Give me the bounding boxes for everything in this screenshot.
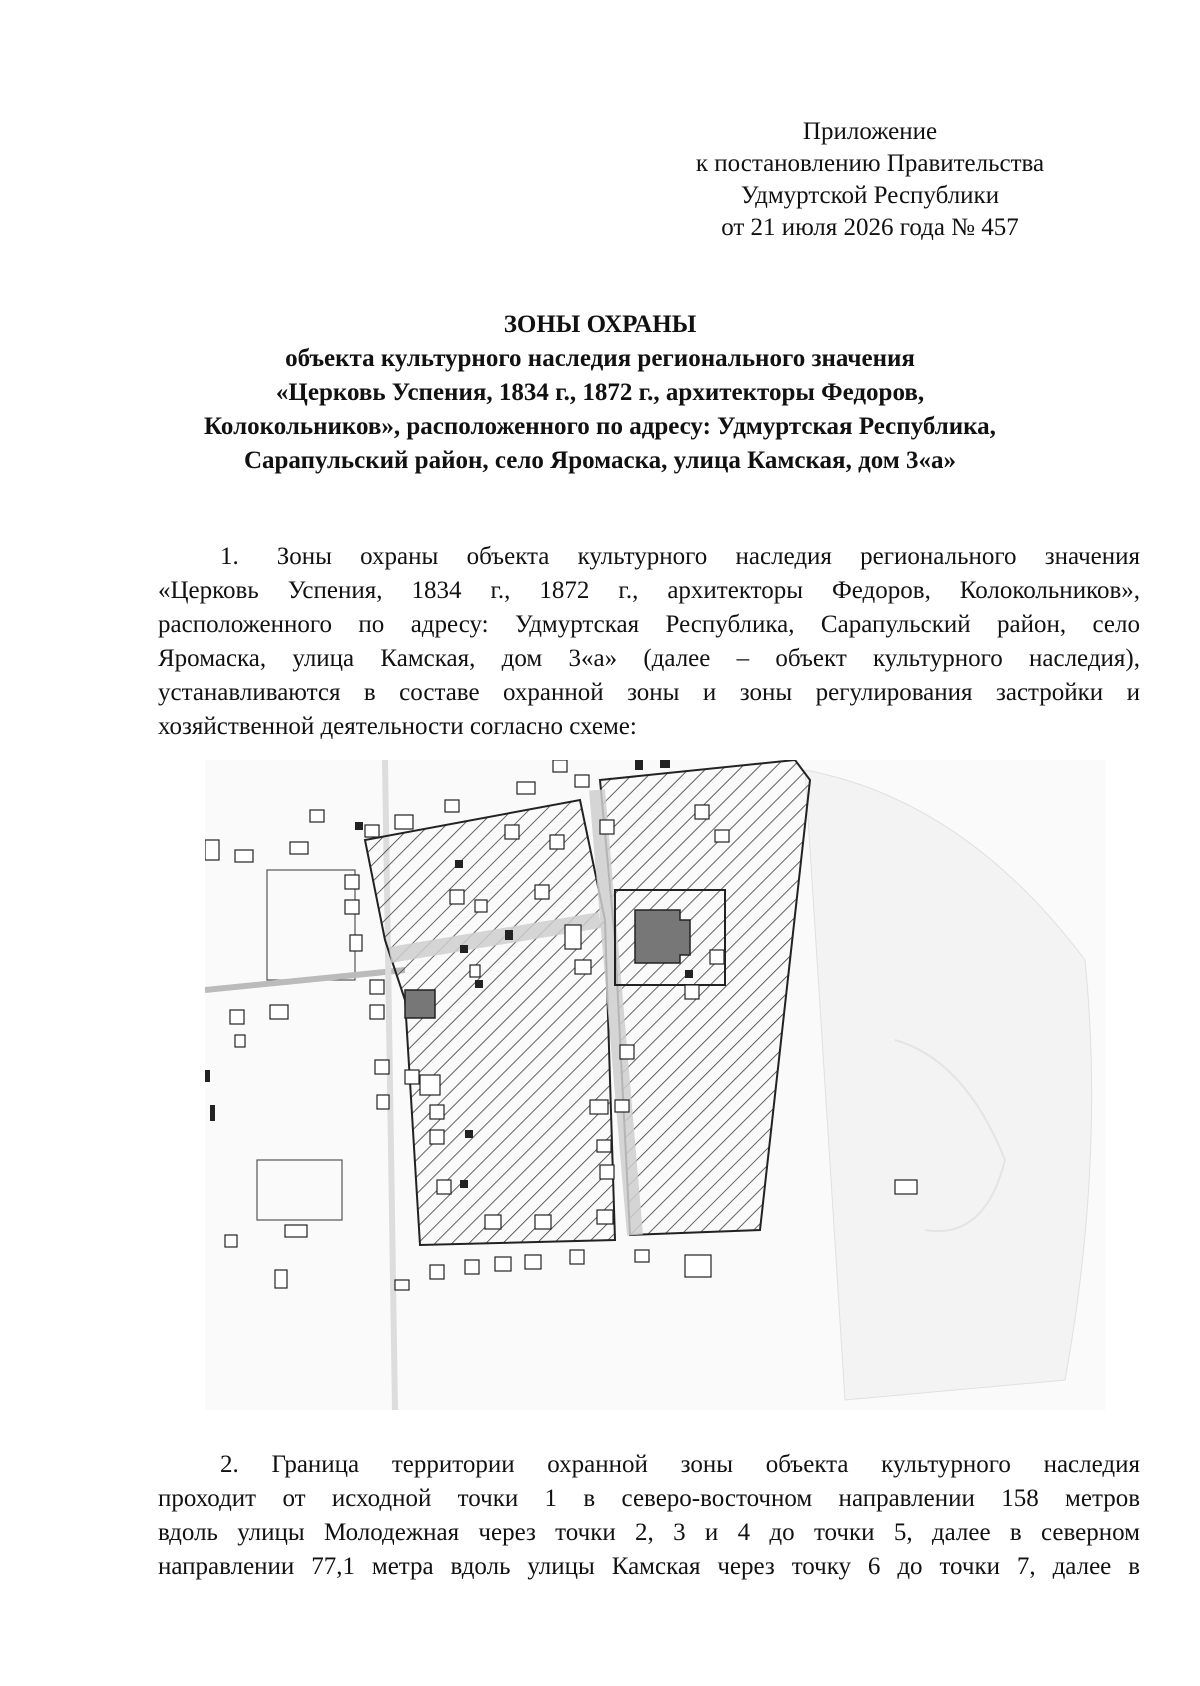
paragraph-number: 1. <box>220 543 239 570</box>
paragraph-line: устанавливаются в составе охранной зоны и зоны регулирования застройки и <box>158 679 1140 706</box>
paragraph-line: 2. Граница территории охранной зоны объекта культурного наследия <box>220 1451 1140 1478</box>
title-line: ЗОНЫ ОХРАНЫ <box>503 311 697 338</box>
paragraph-2 <box>158 1448 1140 1584</box>
paragraph-line: Яромаска, улица Камская, дом 3«а» (далее – объект культурного наследия), <box>158 645 1140 672</box>
paragraph-line: расположенного по адресу: Удмуртская Республика, Сарапульский район, село <box>158 611 1140 638</box>
title-line: объекта культурного наследия регионального значения <box>285 345 915 372</box>
paragraph-1 <box>158 540 1140 744</box>
appendix-line: Приложение <box>802 118 938 145</box>
title-line: Колокольников», расположенного по адресу: Удмуртская Республика, <box>204 413 996 440</box>
title-line: Сарапульский район, село Яромаска, улица Камская, дом 3«а» <box>243 447 957 474</box>
paragraph-line: хозяйственной деятельности согласно схеме: <box>158 713 637 740</box>
appendix-header <box>620 116 1120 244</box>
paragraph-line: вдоль улицы Молодежная через точки 2, 3 и 4 до точки 5, далее в северном <box>158 1519 1140 1546</box>
monument-site <box>405 990 435 1018</box>
title-line: «Церковь Успения, 1834 г., 1872 г., архитекторы Федоров, <box>275 379 925 406</box>
paragraph-line: 1. Зоны охраны объекта культурного наследия регионального значения <box>220 543 1140 570</box>
protection-zone-scheme <box>205 760 1105 1410</box>
document-title <box>150 308 1050 478</box>
appendix-line: от 21 июля 2026 года № 457 <box>721 214 1019 241</box>
paragraph-line: проходит от исходной точки 1 в северо-восточном направлении 158 метров <box>158 1485 1140 1512</box>
appendix-line: к постановлению Правительства <box>695 150 1045 177</box>
paragraph-line: «Церковь Успения, 1834 г., 1872 г., архитекторы Федоров, Колокольников», <box>158 577 1140 604</box>
appendix-line: Удмуртской Республики <box>740 182 1000 209</box>
paragraph-line: направлении 77,1 метра вдоль улицы Камская через точку 6 до точки 7, далее в <box>158 1553 1140 1580</box>
